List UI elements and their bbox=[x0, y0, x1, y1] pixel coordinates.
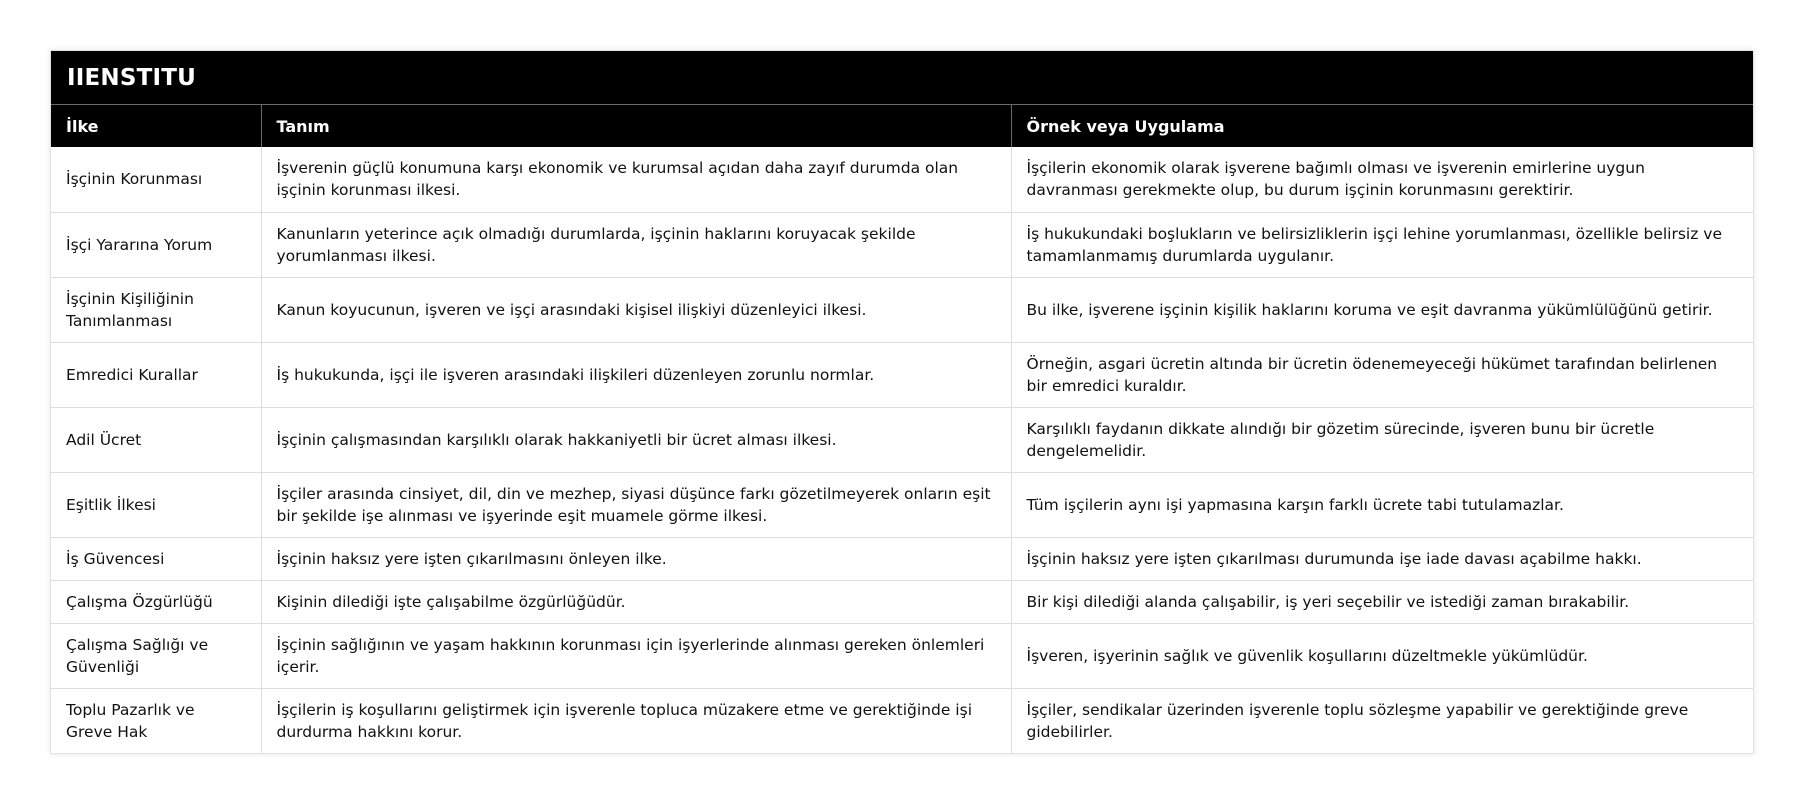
table-header-row bbox=[51, 105, 1753, 147]
cell-principle: Çalışma Sağlığı ve Güvenliği bbox=[51, 623, 261, 688]
cell-example: İşçinin haksız yere işten çıkarılması durumunda işe iade davası açabilme hakkı. bbox=[1011, 537, 1753, 580]
cell-definition: Kanunların yeterince açık olmadığı durumlarda, işçinin haklarını koruyacak şekilde yorumlanması ilkesi. bbox=[261, 212, 1011, 277]
table-row bbox=[51, 623, 1753, 688]
cell-principle: İşçinin Korunması bbox=[51, 147, 261, 212]
cell-principle: İşçi Yararına Yorum bbox=[51, 212, 261, 277]
table-row bbox=[51, 147, 1753, 212]
cell-principle: Adil Ücret bbox=[51, 407, 261, 472]
table-title: IIENSTITU bbox=[51, 51, 1753, 105]
cell-definition: İşçinin sağlığının ve yaşam hakkının korunması için işyerlerinde alınması gereken önlemleri içerir. bbox=[261, 623, 1011, 688]
column-header-definition: Tanım bbox=[261, 105, 1011, 147]
principles-table bbox=[51, 105, 1753, 753]
cell-example: İş hukukundaki boşlukların ve belirsizliklerin işçi lehine yorumlanması, özellikle belirsiz ve tamamlanmamış durumlarda uygulanır. bbox=[1011, 212, 1753, 277]
table-row bbox=[51, 688, 1753, 753]
cell-principle: Emredici Kurallar bbox=[51, 342, 261, 407]
table-row bbox=[51, 212, 1753, 277]
cell-definition: İşçilerin iş koşullarını geliştirmek için işverenle topluca müzakere etme ve gerektiğinde işi durdurma hakkını korur. bbox=[261, 688, 1011, 753]
cell-example: İşveren, işyerinin sağlık ve güvenlik koşullarını düzeltmekle yükümlüdür. bbox=[1011, 623, 1753, 688]
table-row bbox=[51, 342, 1753, 407]
principles-table-card bbox=[50, 50, 1754, 754]
cell-definition: İşçinin çalışmasından karşılıklı olarak hakkaniyetli bir ücret alması ilkesi. bbox=[261, 407, 1011, 472]
cell-definition: Kişinin dilediği işte çalışabilme özgürlüğüdür. bbox=[261, 580, 1011, 623]
cell-definition: İşçiler arasında cinsiyet, dil, din ve mezhep, siyasi düşünce farkı gözetilmeyerek onların eşit bir şekilde işe alınması ve işyerinde eşit muamele görme ilkesi. bbox=[261, 472, 1011, 537]
cell-definition: İş hukukunda, işçi ile işveren arasındaki ilişkileri düzenleyen zorunlu normlar. bbox=[261, 342, 1011, 407]
cell-principle: Çalışma Özgürlüğü bbox=[51, 580, 261, 623]
cell-principle: Eşitlik İlkesi bbox=[51, 472, 261, 537]
cell-example: Bir kişi dilediği alanda çalışabilir, iş yeri seçebilir ve istediği zaman bırakabilir. bbox=[1011, 580, 1753, 623]
cell-definition: İşçinin haksız yere işten çıkarılmasını önleyen ilke. bbox=[261, 537, 1011, 580]
cell-example: Tüm işçilerin aynı işi yapmasına karşın farklı ücrete tabi tutulamazlar. bbox=[1011, 472, 1753, 537]
cell-principle: Toplu Pazarlık ve Greve Hak bbox=[51, 688, 261, 753]
table-row bbox=[51, 580, 1753, 623]
cell-example: Karşılıklı faydanın dikkate alındığı bir gözetim sürecinde, işveren bunu bir ücretle dengelemelidir. bbox=[1011, 407, 1753, 472]
column-header-example: Örnek veya Uygulama bbox=[1011, 105, 1753, 147]
table-row bbox=[51, 277, 1753, 342]
cell-principle: İş Güvencesi bbox=[51, 537, 261, 580]
table-row bbox=[51, 472, 1753, 537]
cell-principle: İşçinin Kişiliğinin Tanımlanması bbox=[51, 277, 261, 342]
table-row bbox=[51, 537, 1753, 580]
cell-definition: Kanun koyucunun, işveren ve işçi arasındaki kişisel ilişkiyi düzenleyici ilkesi. bbox=[261, 277, 1011, 342]
column-header-principle: İlke bbox=[51, 105, 261, 147]
cell-example: İşçiler, sendikalar üzerinden işverenle toplu sözleşme yapabilir ve gerektiğinde greve gidebilirler. bbox=[1011, 688, 1753, 753]
cell-example: Bu ilke, işverene işçinin kişilik haklarını koruma ve eşit davranma yükümlülüğünü getirir. bbox=[1011, 277, 1753, 342]
table-row bbox=[51, 407, 1753, 472]
cell-example: İşçilerin ekonomik olarak işverene bağımlı olması ve işverenin emirlerine uygun davranması gerekmekte olup, bu durum işçinin korunmasını gerektirir. bbox=[1011, 147, 1753, 212]
cell-definition: İşverenin güçlü konumuna karşı ekonomik ve kurumsal açıdan daha zayıf durumda olan işçinin korunması ilkesi. bbox=[261, 147, 1011, 212]
cell-example: Örneğin, asgari ücretin altında bir ücretin ödenemeyeceği hükümet tarafından belirlenen bir emredici kuraldır. bbox=[1011, 342, 1753, 407]
